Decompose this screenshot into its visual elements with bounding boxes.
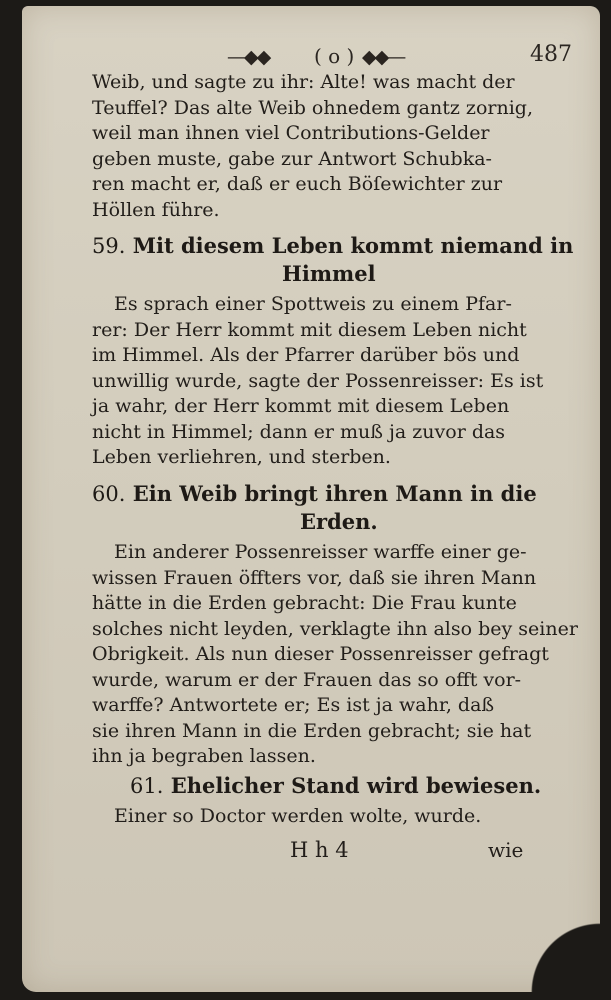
text-line: Es sprach einer Spottweis zu einem Pfar- (114, 293, 512, 315)
heading-text: Mit diesem Leben kommt niemand in (132, 233, 574, 258)
text-line: Leben verliehren, und sterben. (92, 446, 391, 468)
text-line: wissen Frauen öffters vor, daß sie ihren Mann (92, 566, 537, 589)
text-line: ren macht er, daß er euch Böſewichter zur (92, 173, 503, 195)
heading-line (92, 480, 582, 508)
catchword: wie (488, 838, 524, 862)
book-page (22, 6, 600, 992)
heading-line (92, 232, 582, 260)
page-number: 487 (530, 42, 572, 67)
section-heading-60 (92, 480, 582, 536)
text-line: rer: Der Herr kommt mit diesem Leben nicht (92, 318, 527, 341)
heading-number: 59. (92, 234, 126, 258)
text-line: Ein anderer Possenreisser warffe einer ge- (114, 541, 527, 563)
section-heading-59 (92, 232, 582, 288)
text-line: weil man ihnen viel Contributions-Gelder (92, 122, 490, 144)
text-line: warffe? Antwortete er; Es ist ja wahr, daß (92, 694, 495, 716)
text-line: solches nicht leyden, verklagte ihn also bey seiner (92, 617, 578, 640)
paragraph-59 (92, 292, 582, 471)
header-ornament-left: —◆◆ (227, 46, 270, 68)
text-line: Obrigkeit. Als nun dieser Possenreisser gefragt (92, 643, 549, 665)
text-line: Weib, und sagte zu ihr: Alte! was macht der (92, 71, 515, 93)
heading-text: Ehelicher Stand wird bewiesen. (170, 773, 542, 798)
text-line: Höllen führe. (92, 198, 220, 221)
header-ornament-right: ◆◆— (362, 46, 405, 68)
text-line: Einer so Doctor werden wolte, wurde. (114, 805, 482, 827)
text-line: hätte in die Erden gebracht: Die Frau kunte (92, 592, 517, 614)
text-line: ihn ja begraben lassen. (92, 745, 316, 767)
heading-line: Erden. (300, 509, 378, 534)
paragraph-61 (92, 804, 582, 830)
signature-mark: H h 4 (290, 838, 349, 862)
text-line: wurde, warum er der Frauen das so offt vor- (92, 668, 522, 691)
paragraph-60 (92, 540, 582, 770)
page-footer (22, 838, 600, 868)
text-line: nicht in Himmel; dann er muß ja zuvor das (92, 420, 506, 443)
text-line: unwillig wurde, sagte der Possenreisser: Es ist (92, 369, 544, 392)
heading-number: 61. (130, 774, 164, 798)
paragraph-continuation (92, 70, 582, 223)
heading-number: 60. (92, 482, 126, 506)
page-header (22, 42, 600, 72)
text-line: im Himmel. Als der Pfarrer darüber bös und (92, 344, 520, 366)
text-line: ja wahr, der Herr kommt mit diesem Leben (92, 395, 510, 417)
text-line: Teuffel? Das alte Weib ohnedem gantz zornig, (92, 96, 533, 119)
header-mark: ( o ) (314, 44, 355, 68)
heading-line (92, 772, 582, 800)
heading-text: Ein Weib bringt ihren Mann in die (132, 481, 537, 506)
heading-line: Himmel (282, 261, 376, 286)
section-heading-61 (92, 772, 582, 800)
text-line: sie ihren Mann in die Erden gebracht; sie hat (92, 719, 532, 742)
text-line: geben muste, gabe zur Antwort Schubka- (92, 147, 492, 170)
